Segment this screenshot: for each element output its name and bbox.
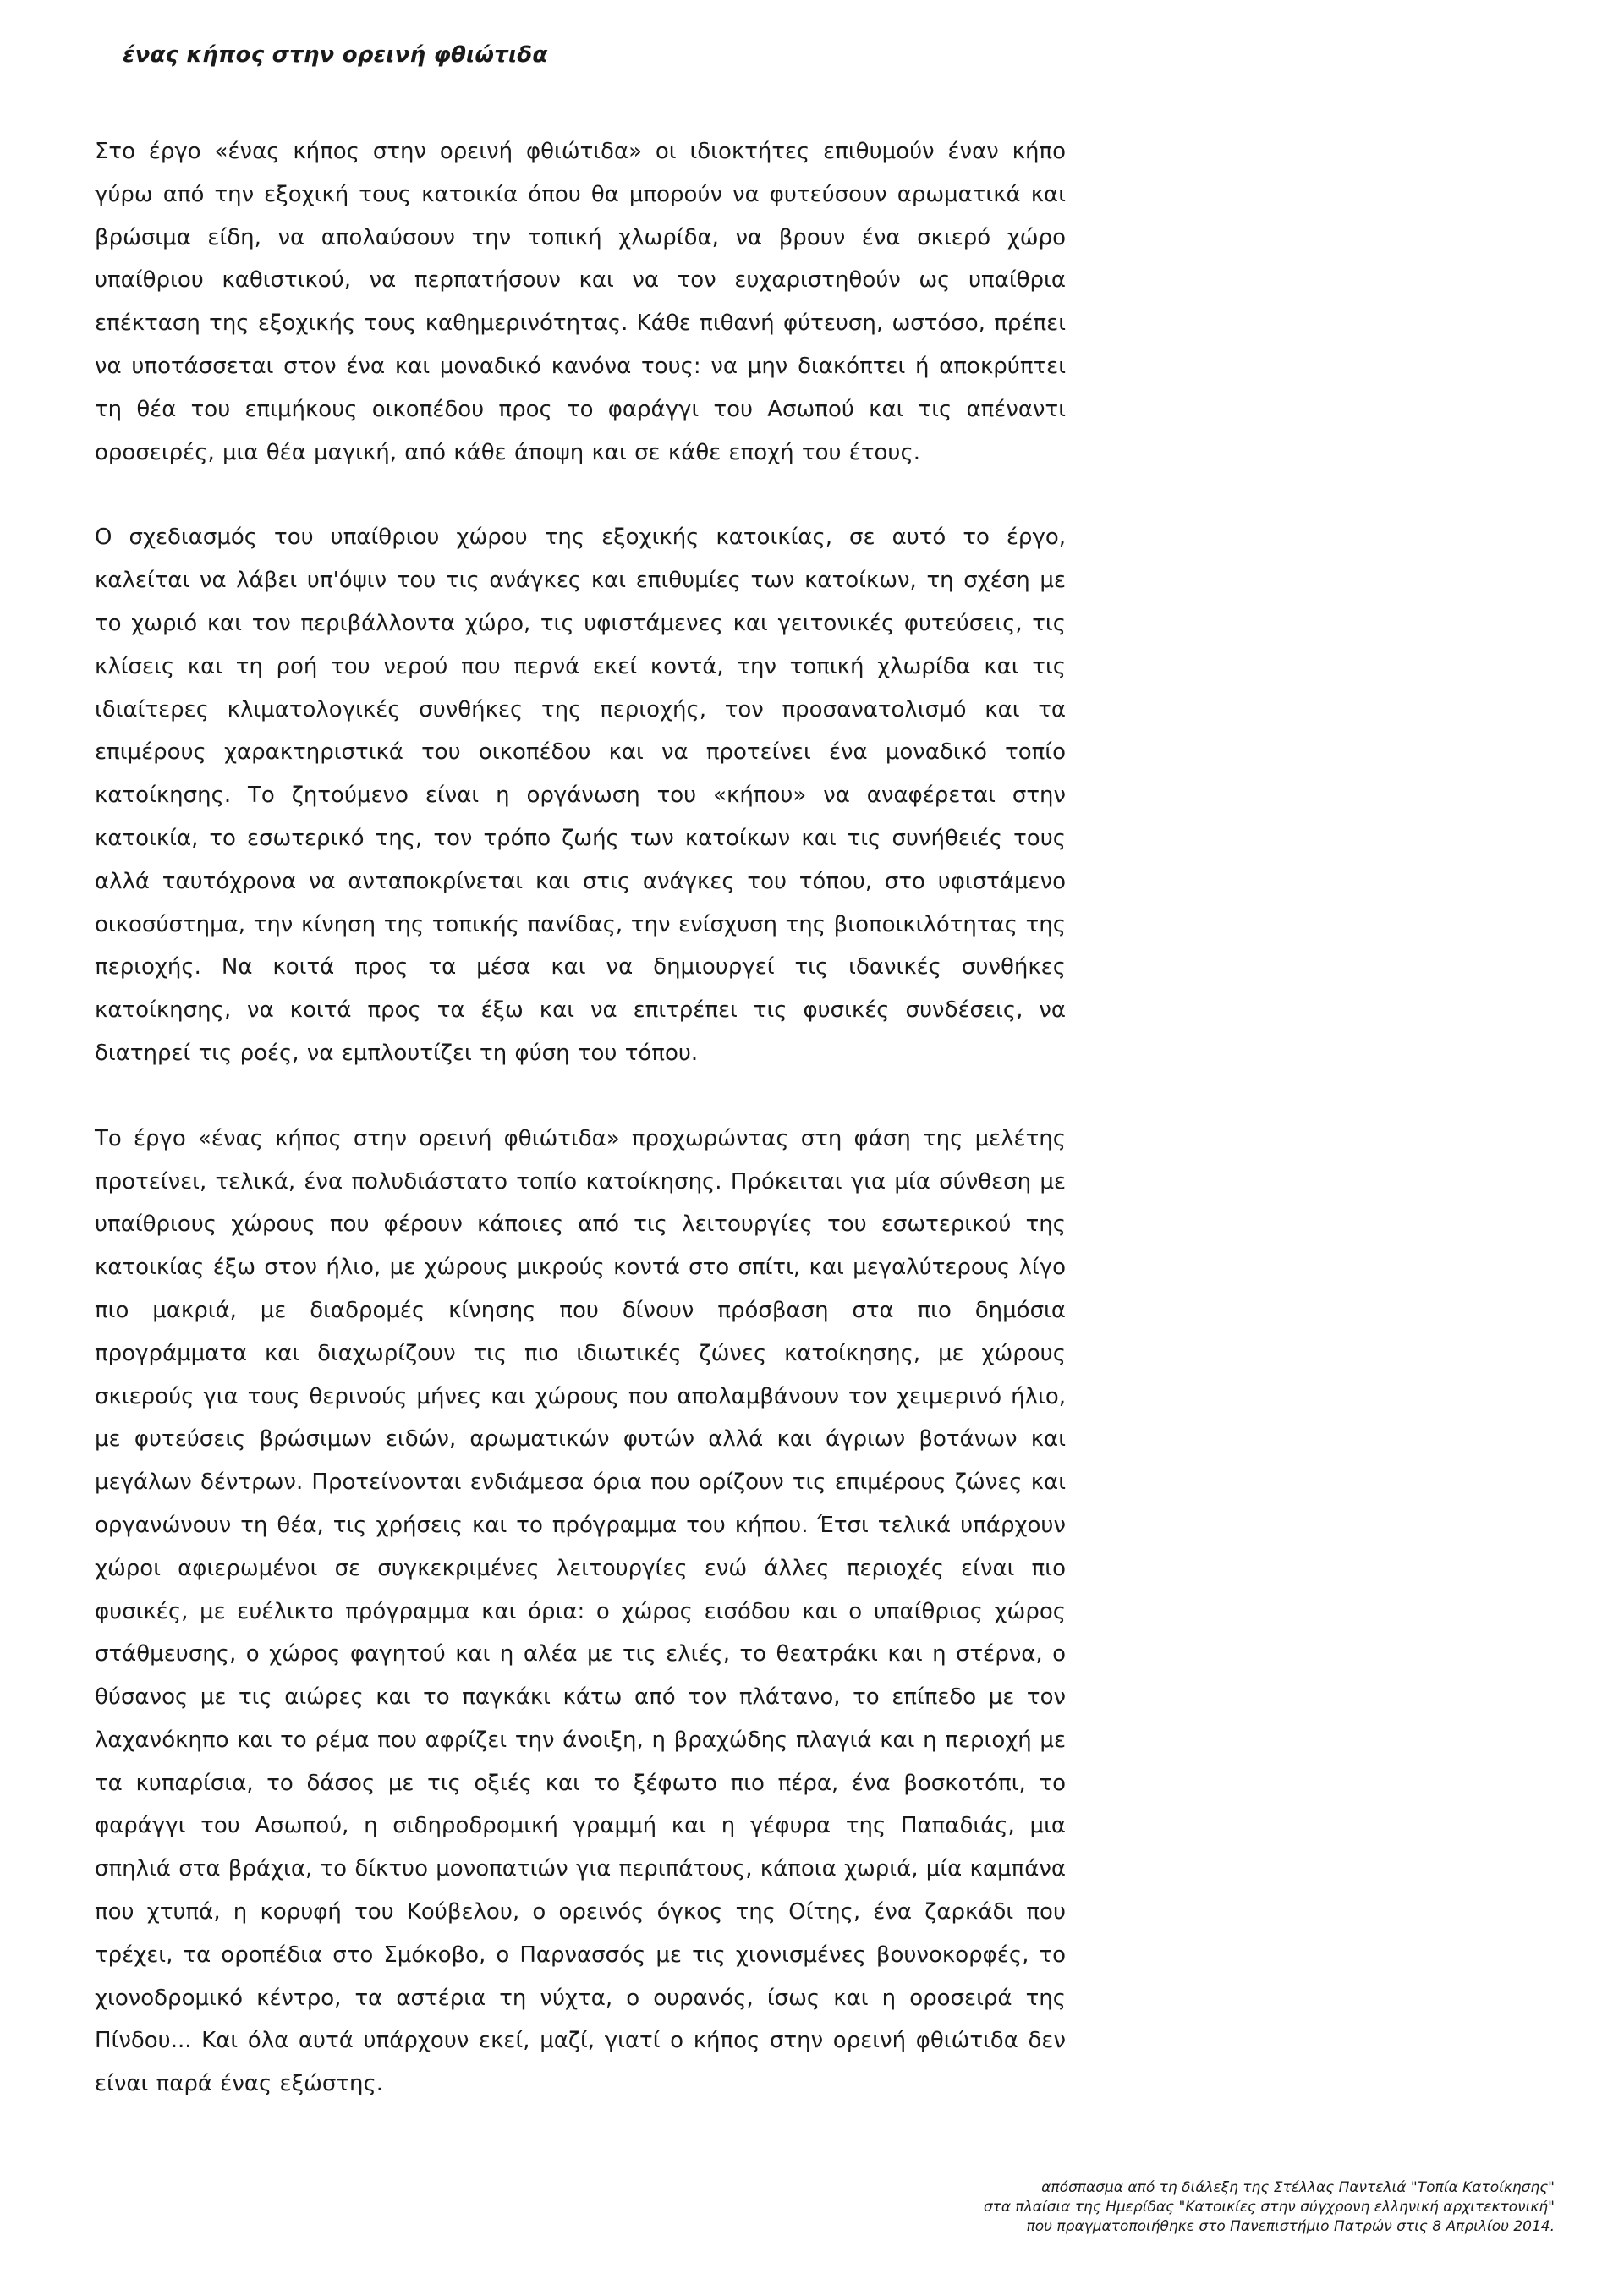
- footer-line-1: απόσπασμα από τη διάλεξη της Στέλλας Παντελιά "Τοπία Κατοίκησης": [1041, 2179, 1555, 2196]
- paragraph-3: Το έργο «ένας κήπος στην ορεινή φθιώτιδα» προχωρώντας στη φάση της μελέτης προτείνει, τελικά, ένα πολυδιάστατο τοπίο κατοίκησης. Πρόκειται για μία σύνθεση με υπαίθριους χώρους που φέρουν κάποιες από τις λειτουργίες του εσωτερικού της κατοικίας έξω στον ήλιο, με χώρους μικρούς κοντά στο σπίτι, και μεγαλύτερους λίγο πιο μακριά, με διαδρομές κίνησης που δίνουν πρόσβαση στα πιο δημόσια προγράμματα και διαχωρίζουν τις πιο ιδιωτικές ζώνες κατοίκησης, με χώρους σκιερούς για τους θερινούς μήνες και χώρους που απολαμβάνουν τον χειμερινό ήλιο, με φυτεύσεις βρώσιμων ειδών, αρωματικών φυτών αλλά και άγριων βοτάνων και μεγάλων δέντρων. Προτείνονται ενδιάμεσα όρια που ορίζουν τις επιμέρους ζώνες και οργανώνουν τη θέα, τις χρήσεις και το πρόγραμμα του κήπου. Έτσι τελικά υπάρχουν χώροι αφιερωμένοι σε συγκεκριμένες λειτουργίες ενώ άλλες περιοχές είναι πιο φυσικές, με ευέλικτο πρόγραμμα και όρια: ο χώρος εισόδου και ο υπαίθριος χώρος στάθμευσης, ο χώρος φαγητού και η αλέα με τις ελιές, το θεατράκι και η στέρνα, ο θύσανος με τις αιώρες και το παγκάκι κάτω από τον πλάτανο, το επίπεδο με τον λαχανόκηπο και το ρέμα που αφρίζει την άνοιξη, η βραχώδης πλαγιά και η περιοχή με τα κυπαρίσια, το δάσος με τις οξιές και το ξέφωτο πιο πέρα, ένα βοσκοτόπι, το φαράγγι του Ασωπού, η σιδηροδρομική γραμμή και η γέφυρα της Παπαδιάς, μια σπηλιά στα βράχια, το δίκτυο μονοπατιών για περιπάτους, κάποια χωριά, μία καμπάνα που χτυπά, η κορυφή του Κούβελου, ο ορεινός όγκος της Οίτης, ένα ζαρκάδι που τρέχει, τα οροπέδια στο Σμόκοβο, ο Παρνασσός με τις χιονισμένες βουνοκορφές, το χιονοδρομικό κέντρο, τα αστέρια τη νύχτα, ο ουρανός, ίσως και η οροσειρά της Πίνδου... Και όλα αυτά υπάρχουν εκεί, μαζί, γιατί ο κήπος στην ορεινή φθιώτιδα δεν είναι παρά ένας εξώστης.: [95, 1125, 1066, 2097]
- footer-line-2: στα πλαίσια της Ημερίδας "Κατοικίες στην σύγχρονη ελληνική αρχιτεκτονική": [983, 2199, 1555, 2216]
- footer-line-3: που πραγματοποιήθηκε στο Πανεπιστήμιο Πατρών στις 8 Απριλίου 2014.: [1026, 2218, 1555, 2235]
- document-title: ένας κήπος στην ορεινή φθιώτιδα: [123, 42, 548, 68]
- document-body: [95, 130, 1066, 2148]
- paragraph-1: Στο έργο «ένας κήπος στην ορεινή φθιώτιδα» οι ιδιοκτήτες επιθυμούν έναν κήπο γύρω από την εξοχική τους κατοικία όπου θα μπορούν να φυτεύσουν αρωματικά και βρώσιμα είδη, να απολαύσουν την τοπική χλωρίδα, να βρουν ένα σκιερό χώρο υπαίθριου καθιστικού, να περπατήσουν και να τον ευχαριστηθούν ως υπαίθρια επέκταση της εξοχικής τους καθημερινότητας. Κάθε πιθανή φύτευση, ωστόσο, πρέπει να υποτάσσεται στον ένα και μοναδικό κανόνα τους: να μην διακόπτει ή αποκρύπτει τη θέα του επιμήκους οικοπέδου προς το φαράγγι του Ασωπού και τις απέναντι οροσειρές, μια θέα μαγική, από κάθε άποψη και σε κάθε εποχή του έτους.: [95, 139, 1066, 465]
- paragraph-2: Ο σχεδιασμός του υπαίθριου χώρου της εξοχικής κατοικίας, σε αυτό το έργο, καλείται να λάβει υπ'όψιν του τις ανάγκες και επιθυμίες των κατοίκων, τη σχέση με το χωριό και τον περιβάλλοντα χώρο, τις υφιστάμενες και γειτονικές φυτεύσεις, τις κλίσεις και τη ροή του νερού που περνά εκεί κοντά, την τοπική χλωρίδα και τις ιδιαίτερες κλιματολογικές συνθήκες της περιοχής, τον προσανατολισμό και τα επιμέρους χαρακτηριστικά του οικοπέδου και να προτείνει ένα μοναδικό τοπίο κατοίκησης. Το ζητούμενο είναι η οργάνωση του «κήπου» να αναφέρεται στην κατοικία, το εσωτερικό της, τον τρόπο ζωής των κατοίκων και τις συνήθειές τους αλλά ταυτόχρονα να ανταποκρίνεται και στις ανάγκες του τόπου, στο υφιστάμενο οικοσύστημα, την κίνηση της τοπικής πανίδας, την ενίσχυση της βιοποικιλότητας της περιοχής. Να κοιτά προς τα μέσα και να δημιουργεί τις ιδανικές συνθήκες κατοίκησης, να κοιτά προς τα έξω και να επιτρέπει τις φυσικές συνδέσεις, να διατηρεί τις ροές, να εμπλουτίζει τη φύση του τόπου.: [95, 525, 1066, 1066]
- citation-footer: [793, 2178, 1555, 2237]
